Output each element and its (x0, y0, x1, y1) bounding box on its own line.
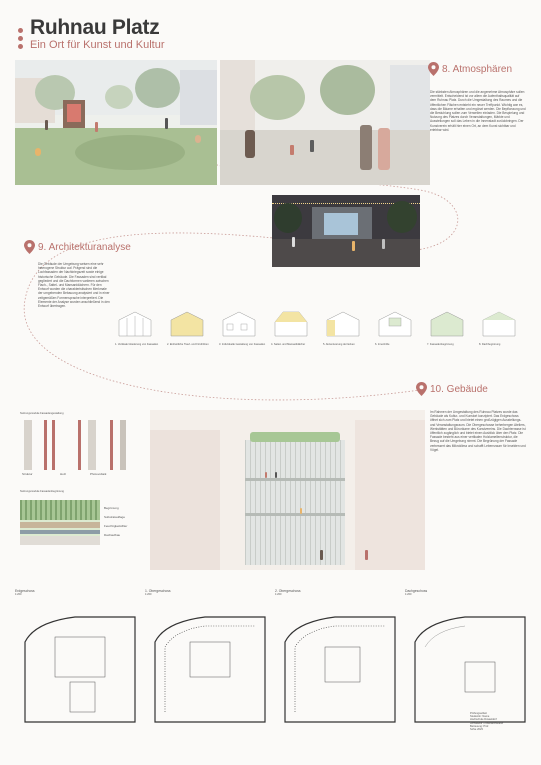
floorplan: Dachgeschoss 1:200 (405, 590, 530, 730)
floorplan: 1. Obergeschoss 1:200 (145, 590, 270, 730)
analysis-item: 2. Einheitliche Trauf- und Firsthöhen (167, 308, 215, 346)
analysis-item: 7. Fassadenbegrünung (427, 308, 475, 346)
green-detail-title: Nutzungsmodule Fassadenbegrünung (20, 490, 64, 493)
floorplan: Erdgeschoss 1:200 (15, 590, 140, 730)
facade-detail-drawing (20, 420, 130, 480)
section-heading-architekturanalyse: 9. Architekturanalyse (38, 242, 131, 253)
footer-info: Prüfungsarbeit Studentin: Name Hochschule Düsseldorf Architektur / Innenarchitektur Betreuung: Prof. SoSe 2023 (470, 712, 504, 732)
section-text-architekturanalyse: Die Gebäude der Umgebung weisen eine sehr heterogene Struktur auf. Prägend sind die Lochfassaden der Nachkriegszeit sowie einige historische Gebäude. Die Fassaden sind vertikal gegliedert und die Dachformen variieren zwischen Flach-, Sattel- und Mansarddächern. Für den Entwurf wurden die charakteristischen Merkmale der umgebenden Bebauung analysiert und in einer zeitgemäßen Formensprache interpretiert. Die Elemente der Analyse wurden anschließend in den Entwurf übertragen. (38, 262, 110, 309)
atmosphere-image-square (220, 60, 430, 185)
page-title: Ruhnau Platz (30, 16, 160, 39)
green-label: Feuchtigkeitsfilter (104, 524, 128, 528)
facade-detail-title: Nutzungsmodule Fassadengestaltung (20, 412, 64, 415)
atmosphere-image-night (272, 195, 420, 267)
facade-label-photovoltaik: Photovoltaik (90, 472, 107, 476)
section-heading-atmosphaeren: 8. Atmosphären (442, 64, 513, 75)
facade-label-struktur: Struktur (22, 472, 33, 476)
floorplans (15, 590, 530, 730)
section-text-gebaeude: Im Rahmen der Umgestaltung des Ruhnau Platzes wurde das Gebäude als Kultur- und Kunstort konzipiert. Das Erdgeschoss öffnet sich zum Platz und bietet einen großzügigen Ausstellungs- und Veranstaltungsraum. Die Obergeschosse beherbergen Ateliers, Werkstätten und Büroräume des Kunstvereins. Die Dachterrasse ist öffentlich zugänglich und bietet einen Ausblick über den Platz. Die Fassade besteht aus einer vertikalen Holzlamellenstruktur, die Bezug auf die Umgebung nimmt. Die Begrünung der Fassade verbessert das Mikroklima und schafft Lebensraum für Insekten und Vögel. (430, 410, 526, 452)
green-label: Dachaufbau (104, 533, 121, 537)
facade-label-holz: Holz (60, 472, 67, 476)
analysis-diagrams (115, 308, 525, 368)
analysis-item: 8. Dachbegrünung (479, 308, 527, 346)
section-heading-gebaeude: 10. Gebäude (430, 384, 488, 395)
analysis-item: 4. Sattel- und Mansarddächer (271, 308, 319, 346)
location-pin-icon (428, 62, 439, 76)
atmosphere-image-park (15, 60, 217, 185)
green-label: Substratauflage (104, 515, 126, 519)
page-subtitle: Ein Ort für Kunst und Kultur (30, 39, 165, 51)
green-label: Begrünung (104, 506, 119, 510)
location-pin-icon (416, 382, 427, 396)
green-roof-drawing (20, 500, 100, 545)
section-text-atmosphaeren: Die stärksten Atmosphären und die angenehme Atmosphäre sollen vermittelt. Entscheidend ist vor allem die Aufenthaltsqualität auf dem Ruhnau Platz. Durch die Umgestaltung des Raumes und die öffentlichen Flächen entsteht ein neuer Treffpunkt. Wichtig war es, dass die Bäume erhalten und ergänzt werden. Die Bepflanzung und die Bestuhlung sollen zum Verweilen einladen. Die Bespielung und Nutzung des Platzes durch Veranstaltungen, Märkte und Ausstellungen soll das Leben in die Innenstadt zurückbringen. Der Kunstverein erhält hier einen Ort, an dem Kunst sichtbar und erlebbar wird. (430, 90, 526, 132)
building-rendering (150, 410, 425, 570)
location-pin-icon (24, 240, 35, 254)
analysis-item: 1. Vertikale Gliederung von Fassaden (115, 308, 163, 346)
analysis-item: 6. Innenhöfe (375, 308, 423, 346)
analysis-item: 3. Individuelle Gestaltung von Fassaden (219, 308, 267, 346)
analysis-item: 5. Akzentuierung der Ecken (323, 308, 371, 346)
floorplan: 2. Obergeschoss 1:200 (275, 590, 400, 730)
